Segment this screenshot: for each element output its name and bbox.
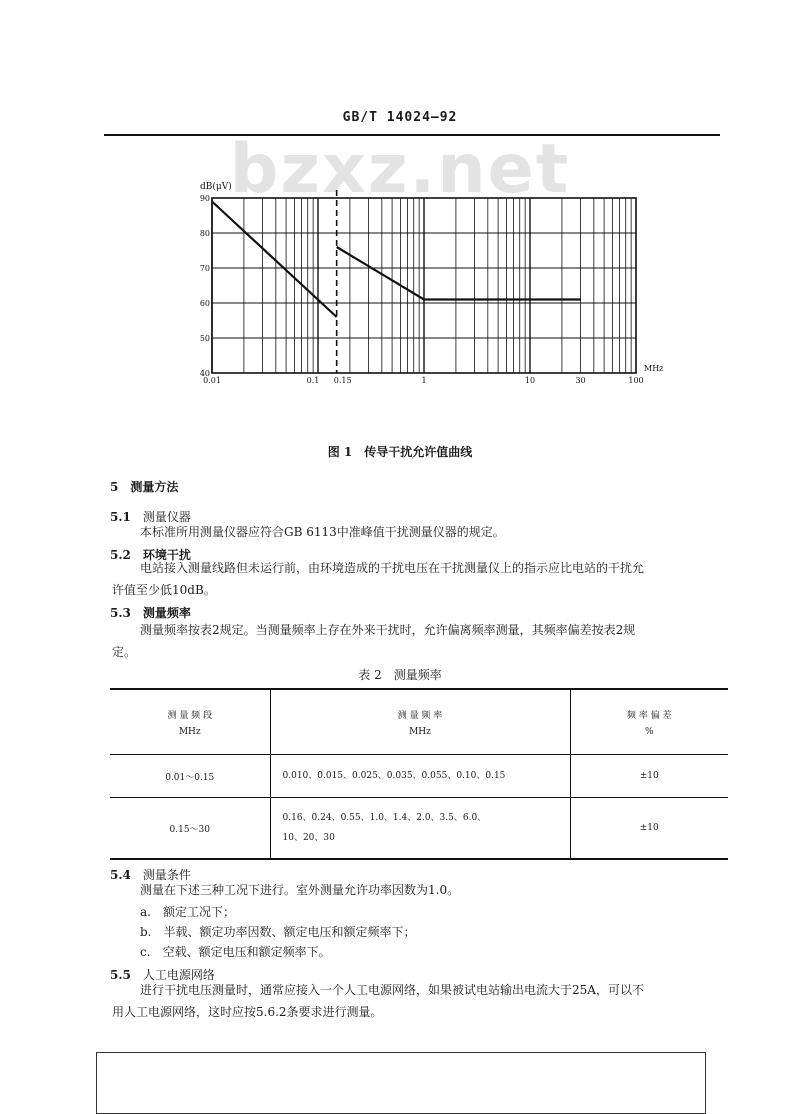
section-number: 5: [110, 480, 119, 494]
table-header-deviation: 频 率 偏 差 %: [570, 689, 728, 755]
section-title: 环境干扰: [142, 548, 191, 562]
measurement-frequency-table: [110, 688, 728, 860]
table-cell-deviation: ±10: [570, 798, 728, 860]
section-number: 5.3: [110, 606, 131, 620]
x-tick-label: 0.01: [203, 376, 221, 385]
x-tick-label: 10: [524, 376, 536, 385]
list-item-text: 半载、额定功率因数、额定电压和额定频率下；: [163, 925, 416, 939]
section-5-5-text-line2: 用人工电源网络，这时应按5.6.2条要求进行测量。: [112, 1005, 383, 1019]
x-tick-label: 100: [628, 376, 644, 385]
list-item: [140, 902, 235, 922]
table-header-row: [110, 689, 728, 755]
table-row: [110, 755, 728, 798]
list-item-label: a.: [140, 905, 151, 919]
section-number: 5.5: [110, 968, 131, 982]
section-title: 测量仪器: [142, 510, 191, 524]
table-header-band: 测 量 频 段 MHz: [110, 689, 270, 755]
y-tick-label: 60: [200, 299, 210, 308]
y-tick-label: 80: [200, 229, 210, 238]
table-cell-band: 0.01～0.15: [110, 755, 270, 798]
x-tick-label: 1: [421, 376, 427, 385]
table-cell-frequencies: 0.16、0.24、0.55、1.0、1.4、2.0、3.5、6.0、 10、20、30: [270, 798, 570, 860]
section-title: 测量频率: [142, 606, 191, 620]
list-item-label: c.: [140, 945, 151, 959]
table-row: [110, 798, 728, 860]
series-line-2: [337, 247, 581, 300]
list-item: [140, 942, 331, 962]
section-5-3-text-line1: 测量频率按表2规定。当测量频率上存在外来干扰时，允许偏离频率测量，其频率偏差按表2规: [140, 623, 636, 637]
table-cell-frequencies: 0.010、0.015、0.025、0.035、0.055、0.10、0.15: [270, 755, 570, 798]
table-header-frequency: 测 量 频 率 MHz: [270, 689, 570, 755]
y-tick-label: 90: [200, 194, 210, 203]
list-item-text: 额定工况下；: [162, 905, 235, 919]
list-item-text: 空载、额定电压和额定频率下。: [162, 945, 331, 959]
y-tick-label: 50: [200, 334, 210, 343]
section-5-heading: [110, 478, 178, 495]
section-5-5-text-line1: 进行干扰电压测量时，通常应接入一个人工电源网络，如果被试电站输出电流大于25A，可以不: [140, 983, 644, 997]
standard-number-header: GB/T 14024—92: [342, 110, 458, 125]
watermark: bzxz.net: [229, 130, 571, 209]
table-caption: 表 2 测量频率: [358, 668, 442, 682]
section-number: 5.4: [110, 868, 131, 882]
section-title: 测量方法: [130, 480, 179, 494]
section-title: 测量条件: [142, 868, 191, 882]
section-5-4-text: 测量在下述三种工况下进行。室外测量允许功率因数为1.0。: [140, 883, 460, 897]
section-5-3-text-line2: 定。: [112, 645, 137, 659]
list-item: [140, 922, 416, 942]
section-number: 5.2: [110, 548, 131, 562]
section-5-3-heading: [110, 604, 191, 621]
y-tick-label: 70: [200, 264, 210, 273]
bottom-page-frame: [96, 1052, 706, 1114]
y-tick-label: 40: [200, 369, 210, 378]
y-axis-label: dB(μV): [200, 182, 232, 192]
section-5-2-text-line1: 电站接入测量线路但未运行前，由环境造成的干扰电压在干扰测量仪上的指示应比电站的干扰允: [140, 561, 645, 575]
figure-caption: 图 1 传导干扰允许值曲线: [327, 445, 473, 459]
x-tick-label: 30: [575, 376, 586, 385]
section-title: 人工电源网络: [142, 968, 215, 982]
section-number: 5.1: [110, 510, 131, 524]
x-axis-label: MHz: [644, 364, 664, 373]
x-tick-label: 0.1: [306, 376, 320, 385]
section-5-2-text-line2: 许值至少低10dB。: [112, 583, 216, 597]
table-cell-band: 0.15～30: [110, 798, 270, 860]
interference-limit-chart: [200, 178, 680, 388]
section-5-1-text: 本标准所用测量仪器应符合GB 6113中准峰值干扰测量仪器的规定。: [140, 525, 505, 539]
x-tick-label: 0.15: [333, 376, 352, 385]
list-item-label: b.: [140, 925, 152, 939]
table-cell-deviation: ±10: [570, 755, 728, 798]
